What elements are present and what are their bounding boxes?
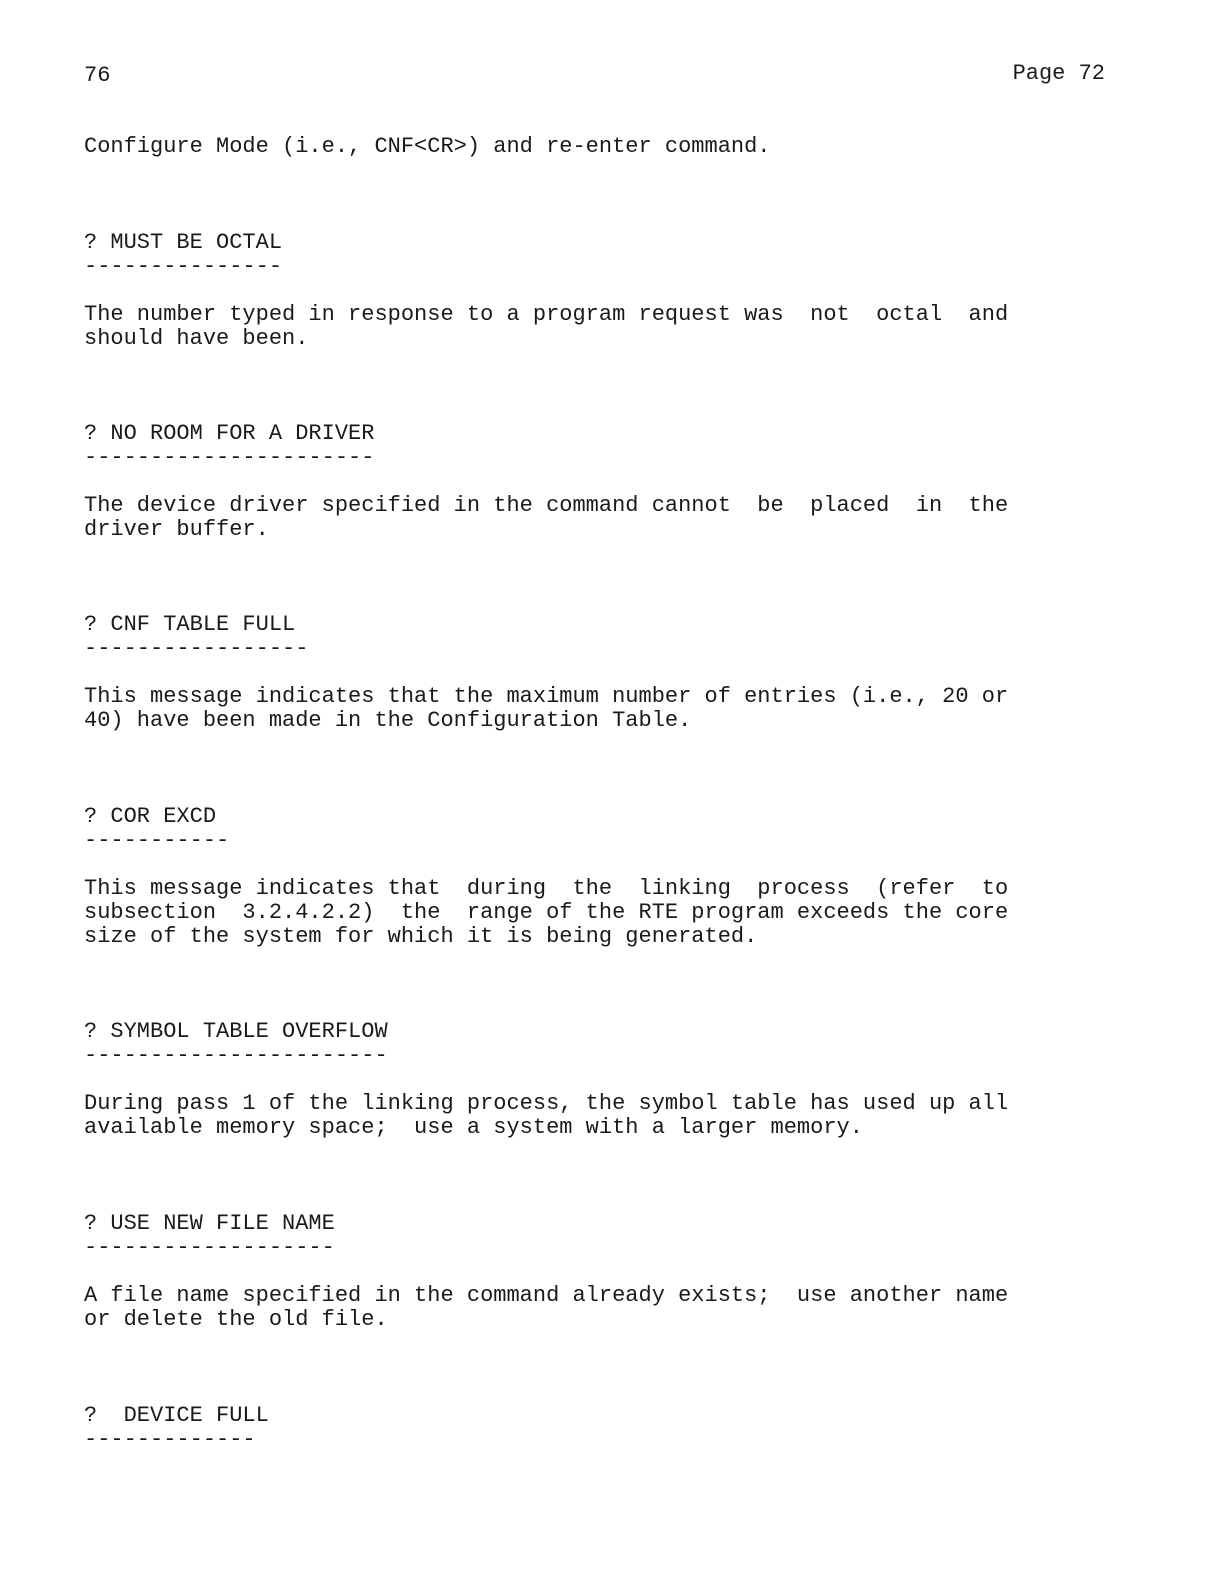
message-title-rule: ----------------------- bbox=[84, 1043, 388, 1068]
page-number-left: 76 bbox=[84, 63, 111, 88]
message-description-line: This message indicates that the maximum number of entries (i.e., 20 or bbox=[84, 684, 1009, 709]
message-description-line: 40) have been made in the Configuration Table. bbox=[84, 708, 692, 733]
page-number-right: Page 72 bbox=[1012, 61, 1105, 86]
message-description-line: subsection 3.2.4.2.2) the range of the RTE program exceeds the core bbox=[84, 900, 1009, 925]
intro-text: Configure Mode (i.e., CNF<CR>) and re-enter command. bbox=[84, 134, 771, 159]
message-title: ? SYMBOL TABLE OVERFLOW bbox=[84, 1019, 388, 1044]
message-description-line: or delete the old file. bbox=[84, 1307, 388, 1332]
message-title: ? NO ROOM FOR A DRIVER bbox=[84, 421, 375, 446]
message-title: ? MUST BE OCTAL bbox=[84, 230, 283, 255]
message-title-rule: --------------- bbox=[84, 254, 283, 279]
message-title-rule: ------------- bbox=[84, 1427, 256, 1452]
message-description-line: driver buffer. bbox=[84, 517, 269, 542]
message-description-line: A file name specified in the command already exists; use another name bbox=[84, 1283, 1009, 1308]
message-title-rule: ------------------- bbox=[84, 1235, 335, 1260]
message-title: ? COR EXCD bbox=[84, 804, 217, 829]
message-description-line: The number typed in response to a program request was not octal and bbox=[84, 302, 1009, 327]
message-title: ? USE NEW FILE NAME bbox=[84, 1211, 335, 1236]
message-description-line: should have been. bbox=[84, 326, 309, 351]
message-description-line: size of the system for which it is being generated. bbox=[84, 924, 758, 949]
message-description-line: During pass 1 of the linking process, the symbol table has used up all bbox=[84, 1091, 1009, 1116]
message-description-line: This message indicates that during the linking process (refer to bbox=[84, 876, 1009, 901]
message-description-line: available memory space; use a system with a larger memory. bbox=[84, 1115, 863, 1140]
message-title-rule: ---------------------- bbox=[84, 445, 375, 470]
message-title-rule: ----------- bbox=[84, 828, 230, 853]
message-title-rule: ----------------- bbox=[84, 636, 309, 661]
message-title: ? CNF TABLE FULL bbox=[84, 612, 296, 637]
message-title: ? DEVICE FULL bbox=[84, 1403, 269, 1428]
message-description-line: The device driver specified in the command cannot be placed in the bbox=[84, 493, 1009, 518]
